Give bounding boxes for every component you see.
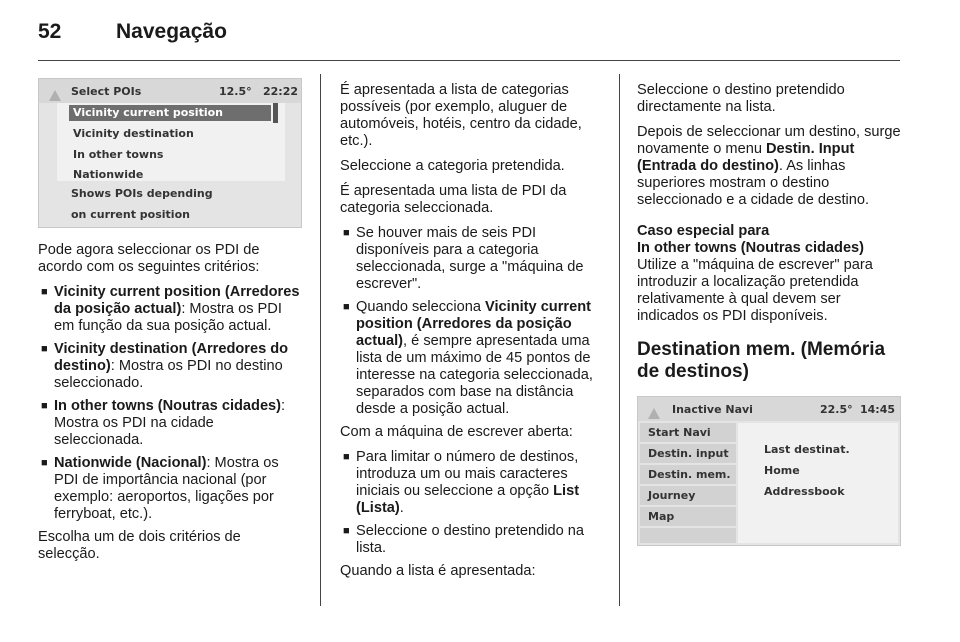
- outro-text: Escolha um de dois critérios de selecção.: [38, 529, 241, 562]
- column-divider-2: [619, 74, 620, 606]
- section-heading: Destination mem. (Memória de destinos): [637, 339, 886, 382]
- poi-list: [57, 103, 285, 181]
- subheading-line-1: Caso especial para: [637, 223, 770, 239]
- warning-triangle-icon: [648, 408, 660, 419]
- paragraph: Depois de seleccionar um destino, surge novamente o menu Destin. Input (Entrada do destino). As linhas superiores mostram o destino seleccionado e a cidade de destino.: [637, 124, 901, 208]
- menu-map[interactable]: Map: [640, 507, 736, 526]
- clock: 14:45: [860, 403, 896, 416]
- bullet-vicinity-current: ■ Vicinity current position (Arredores da posição actual): Mostra os PDI em função da sua posição actual.: [38, 284, 306, 335]
- menu-start-navi[interactable]: Start Navi: [640, 423, 736, 442]
- info-line-1: Shows POIs depending: [71, 187, 213, 200]
- page-header: [38, 14, 900, 54]
- menu-empty-slot: [640, 528, 736, 543]
- screen-title-bar: [39, 79, 301, 103]
- list-scrollbar[interactable]: [273, 103, 278, 123]
- paragraph: É apresentada uma lista de PDI da categoria seleccionada.: [340, 183, 567, 216]
- bullet-typewriter: ■ Se houver mais de seis PDI disponíveis para a categoria seleccionada, surge a "máquina de escrever".: [340, 225, 606, 293]
- select-pois-screen: [38, 78, 302, 228]
- poi-option-other-towns[interactable]: In other towns: [73, 148, 164, 161]
- column-divider-1: [320, 74, 321, 606]
- column-3: [637, 82, 901, 383]
- menu-destin-input[interactable]: Destin. input: [640, 444, 736, 463]
- bullet-other-towns: ■ In other towns (Noutras cidades): Mostra os PDI na cidade seleccionada.: [38, 398, 306, 449]
- screen-title-bar: [638, 397, 900, 421]
- option-last-destination[interactable]: Last destinat.: [764, 443, 850, 456]
- clock: 22:22: [263, 85, 299, 98]
- temperature: 22.5°: [820, 403, 853, 416]
- screen-title: Select POIs: [71, 85, 142, 98]
- submenu-pane: [738, 423, 898, 543]
- screen-title: Inactive Navi: [672, 403, 753, 416]
- paragraph: Seleccione o destino pretendido directamente na lista.: [637, 82, 845, 115]
- bullet-limit: ■ Para limitar o número de destinos, introduza um ou mais caracteres iniciais ou seleccione a opção List (Lista).: [340, 449, 606, 517]
- paragraph: Quando a lista é apresentada:: [340, 563, 536, 579]
- poi-option-vicinity-current[interactable]: Vicinity current position: [69, 105, 271, 121]
- menu-journey[interactable]: Journey: [640, 486, 736, 505]
- poi-option-vicinity-destination[interactable]: Vicinity destination: [73, 127, 194, 140]
- bullet-vicinity-destination: ■ Vicinity destination (Arredores do destino): Mostra os PDI no destino seleccionado.: [38, 341, 306, 392]
- warning-triangle-icon: [49, 90, 61, 101]
- bullet-select: ■ Seleccione o destino pretendido na lista.: [340, 523, 606, 557]
- poi-option-nationwide[interactable]: Nationwide: [73, 168, 144, 181]
- intro-text: Pode agora seleccionar os PDI de acordo com os seguintes critérios:: [38, 242, 260, 275]
- column-1: [38, 242, 306, 571]
- temperature: 12.5°: [219, 85, 252, 98]
- page-title: Navegação: [116, 20, 227, 43]
- paragraph: Com a máquina de escrever aberta:: [340, 424, 573, 440]
- subheading-line-2: In other towns (Noutras cidades): [637, 240, 865, 256]
- paragraph: Seleccione a categoria pretendida.: [340, 158, 565, 174]
- menu-destin-mem[interactable]: Destin. mem.: [640, 465, 736, 484]
- page-number: 52: [38, 20, 62, 43]
- bullet-nationwide: ■ Nationwide (Nacional): Mostra os PDI de importância nacional (por exemplo: aeroportos, ligações por ferryboat, etc.).: [38, 455, 306, 523]
- inactive-navi-screen: [637, 396, 901, 546]
- bullet-vicinity-list: ■ Quando selecciona Vicinity current position (Arredores da posição actual), é sempre apresentada uma lista de um máximo de 45 pontos de interesse na categoria seleccionada, separados com base na distância desde a posição actual.: [340, 299, 606, 418]
- header-rule: [38, 60, 900, 61]
- column-2: [340, 82, 606, 588]
- paragraph: Utilize a "máquina de escrever" para introduzir a localização pretendida relativamente à qual devem ser indicados os PDI disponíveis.: [637, 257, 873, 324]
- option-home[interactable]: Home: [764, 464, 800, 477]
- option-addressbook[interactable]: Addressbook: [764, 485, 845, 498]
- paragraph: É apresentada a lista de categorias possíveis (por exemplo, aluguer de automóveis, hotéis, centro da cidade, etc.).: [340, 82, 582, 149]
- info-line-2: on current position: [71, 208, 190, 221]
